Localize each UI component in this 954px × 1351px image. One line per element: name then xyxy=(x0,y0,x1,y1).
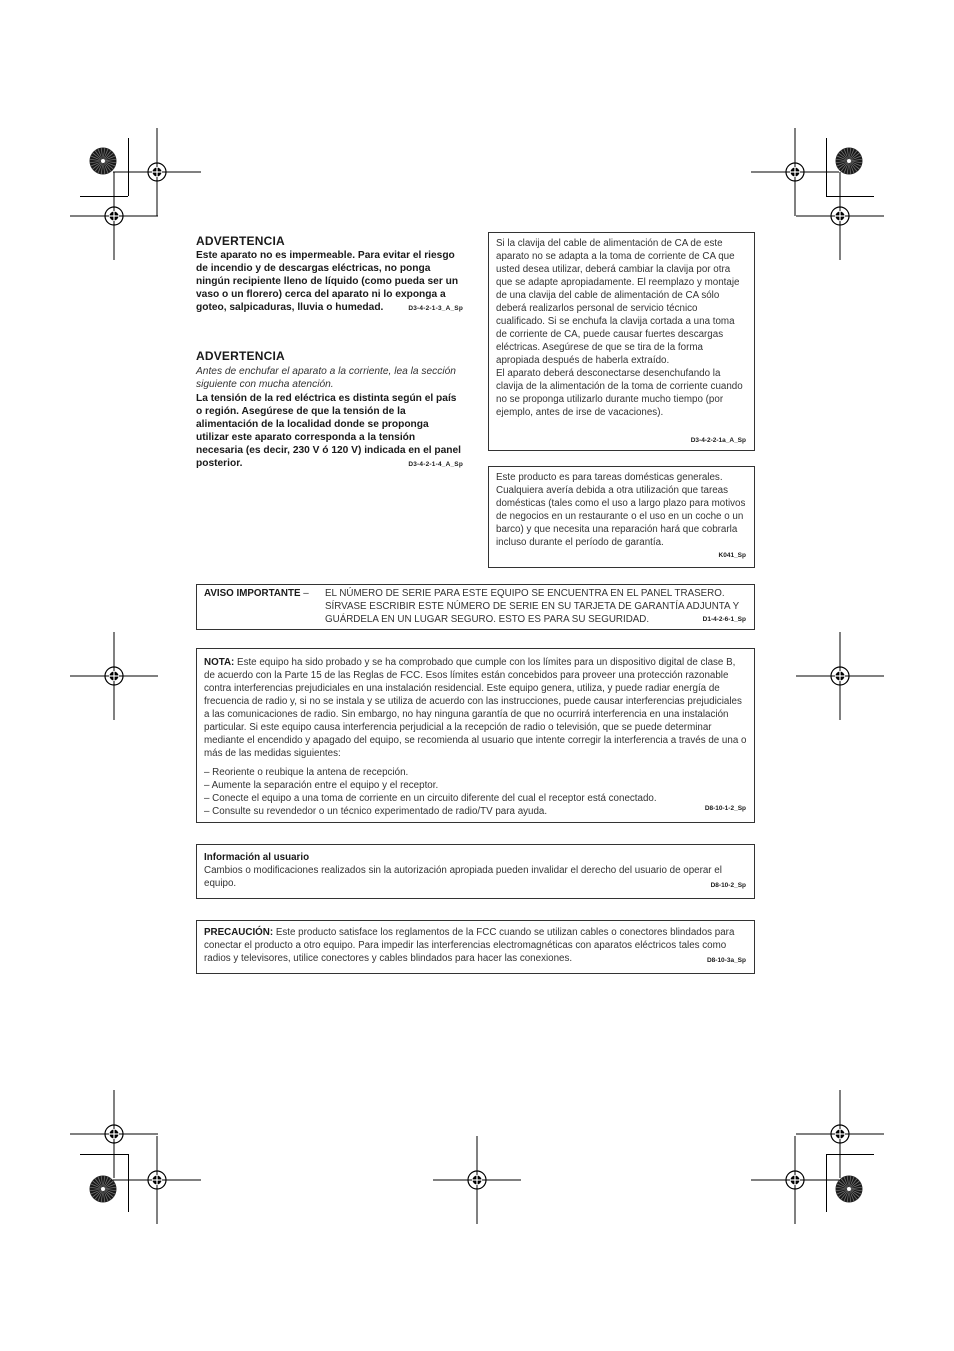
crop-line xyxy=(128,138,129,196)
registration-crosshair-icon xyxy=(795,631,885,721)
reference-code: D8-10-1-2_Sp xyxy=(704,805,746,812)
plug-notice-box xyxy=(488,232,755,451)
registration-crosshair-icon xyxy=(795,171,885,261)
warning-intro: Antes de enchufar el aparato a la corriente, lea la sección siguiente con mucha atención. xyxy=(196,366,456,390)
reference-code: D3-4-2-1-3_A_Sp xyxy=(408,305,463,312)
crop-line xyxy=(826,196,874,197)
registration-crosshair-icon xyxy=(432,1135,522,1225)
caution-label: PRECAUCIÓN: xyxy=(204,927,274,938)
notice-label: AVISO IMPORTANTE xyxy=(204,588,301,599)
domestic-use-text: Este producto es para tareas domésticas generales. Cualquiera avería debida a otra utilización que tareas domésticas (tales como el uso a largo plazo para motivos de negocios en un restaurante o el uso en un coche o un barco) y que necesita una reparación hará que cobrarla incluso durante el período de garantía. xyxy=(496,472,746,548)
warning-text: La tensión de la red eléctrica es distinta según el país o región. Asegúrese de que la tensión de la alimentación de la localidad donde se proponga utilizar este aparato corresponda a la tensión necesaria (es decir, 230 V ó 120 V) indicada en el panel posterior. xyxy=(196,393,462,469)
reference-code: D1-4-2-6-1_Sp xyxy=(702,616,746,623)
domestic-use-box xyxy=(488,466,755,568)
fcc-note-paragraph xyxy=(204,656,747,760)
crop-line xyxy=(826,1154,827,1212)
warning-block-1 xyxy=(196,234,463,312)
reference-code: D8-10-2_Sp xyxy=(710,882,746,889)
user-info-box xyxy=(196,844,755,899)
warning-block-2 xyxy=(196,349,463,468)
fcc-note-box xyxy=(196,648,755,823)
list-item: – Aumente la separación entre el equipo y el receptor. xyxy=(204,780,439,791)
registration-crosshair-icon xyxy=(69,171,159,261)
reference-code: K041_Sp xyxy=(718,552,746,559)
serial-number-text: EL NÚMERO DE SERIE PARA ESTE EQUIPO SE ENCUENTRA EN EL PANEL TRASERO. SÍRVASE ESCRIBIR ESTE NÚMERO DE SERIE EN SU TARJETA DE GARANTÍA ADJUNTA Y GUÁRDELA EN UN LUGAR SEGURO. ESTO ES PARA SU SEGURIDAD. xyxy=(325,588,739,625)
caution-paragraph xyxy=(204,926,747,965)
fcc-note-text: Este equipo ha sido probado y se ha comprobado que cumple con los límites para un dispositivo digital de clase B, de acuerdo con la Parte 15 de las Reglas de FCC. Esos límites están concebidos para proveer una protección razonable contra interferencias prejudiciales en una instalación residencial. Este equipo genera, utiliza, y puede radiar energía de frecuencia de radio y, si no se instala y se utiliza de acuerdo con las instrucciones, puede causar interferencias prejudiciales a las comunicaciones de radio. Sin embargo, no hay ninguna garantía de que no ocurrirá interferencia en una instalación particular. Si este equipo causa interferencia perjudicial a la recepción de radio o televisión, que se puede determinar mediante el encendido y apagado del equipo, se recomienda al usuario que intente corregir la interferencia a través de una o más de las medidas siguientes: xyxy=(204,657,747,759)
user-info-text: Cambios o modificaciones realizados sin la autorización apropiada pueden invalidar el derecho del usuario de operar el equipo. xyxy=(204,865,722,889)
crop-line xyxy=(80,1154,128,1155)
caution-box xyxy=(196,920,755,974)
reference-code: D8-10-3a_Sp xyxy=(706,957,746,964)
crop-line xyxy=(826,1154,874,1155)
warning-heading: ADVERTENCIA xyxy=(196,234,285,248)
notice-dash: – xyxy=(303,588,309,599)
reference-code: D3-4-2-2-1a_A_Sp xyxy=(690,437,746,444)
color-bar-starburst-icon xyxy=(834,1174,864,1204)
crop-line xyxy=(80,196,128,197)
crop-line xyxy=(128,1154,129,1212)
serial-number-notice-box xyxy=(196,584,755,630)
registration-crosshair-icon xyxy=(112,1135,202,1225)
user-info-title: Información al usuario xyxy=(204,852,310,863)
note-label: NOTA: xyxy=(204,657,235,668)
plug-notice-text: Si la clavija del cable de alimentación de CA de este aparato no se adapta a la toma de corriente de CA que usted desea utilizar, deberá cambiar la clavija por otra que se adapte apropiadamente. El reemplazo y montaje de una clavija del cable de alimentación de CA sólo deberá realizarlos personal de servicio técnico cualificado. Si se enchufa la clavija cortada a una toma de corriente de CA, puede causar fuertes descargas eléctricas. Asegúrese de que se tira de la forma apropiada después de haberla extraído. xyxy=(496,238,740,366)
list-item: – Reoriente o reubique la antena de recepción. xyxy=(204,767,409,778)
crop-line xyxy=(826,138,827,196)
registration-crosshair-icon xyxy=(69,631,159,721)
notice-label-group xyxy=(204,587,309,600)
fcc-measures-list xyxy=(204,766,747,818)
disconnect-text: El aparato deberá desconectarse desenchufando la clavija de la alimentación de la toma de corriente cuando no se proponga utilizarlo durante mucho tiempo (por ejemplo, antes de irse de vacaciones). xyxy=(496,368,743,418)
color-bar-starburst-icon xyxy=(88,1174,118,1204)
warning-text: Este aparato no es impermeable. Para evitar el riesgo de incendio y de descargas eléctricas, no ponga ningún recipiente lleno de líquido (como pueda ser un vaso o un florero) cerca del aparato ni lo exponga a goteo, salpicaduras, lluvia o humedad. xyxy=(196,250,459,313)
caution-text: Este producto satisface los reglamentos de la FCC cuando se utilizan cables o conectores blindados para conectar el producto a otro equipo. Para impedir las interferencias electromagnéticas con aparatos eléctricos tales como radios y televisores, utilice conectores y cables blindados para hacer las conexiones. xyxy=(204,927,735,964)
list-item: – Conecte el equipo a una toma de corriente en un circuito diferente del cual el receptor está conectado. xyxy=(204,793,657,804)
list-item: – Consulte su revendedor o un técnico experimentado de radio/TV para ayuda. xyxy=(204,806,548,817)
reference-code: D3-4-2-1-4_A_Sp xyxy=(408,461,463,468)
warning-heading: ADVERTENCIA xyxy=(196,349,285,363)
